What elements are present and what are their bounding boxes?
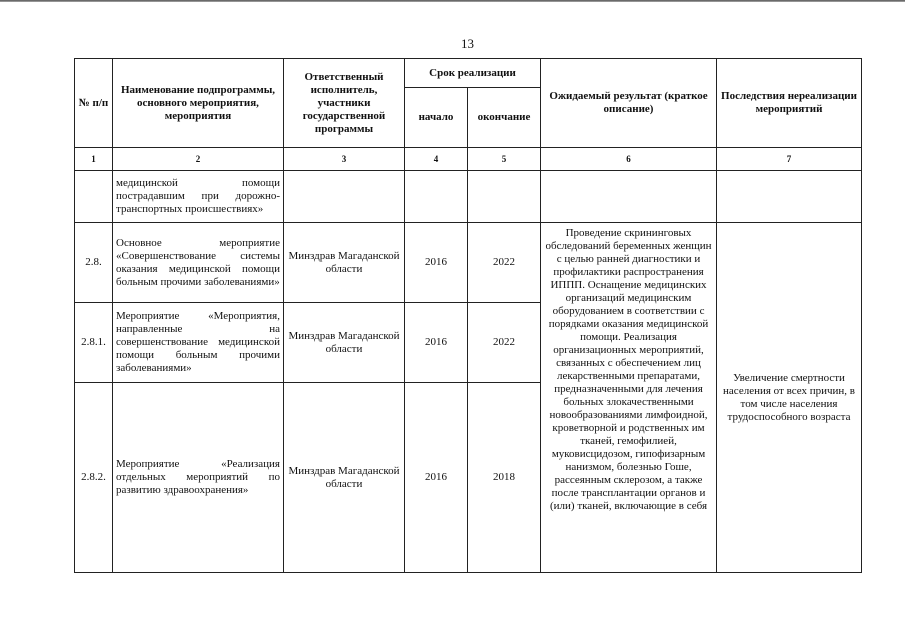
continuation-text: медицинской помощи пострадавшим при дорожно-транспортных происшествиях»: [113, 171, 284, 223]
row-number: 2.8.2.: [75, 383, 113, 573]
header-name: Наименование подпрограммы, основного мероприятия, мероприятия: [113, 59, 284, 148]
row-name: Основное мероприятие «Совершенствование системы оказания медицинской помощи больным прочими заболеваниями»: [113, 223, 284, 303]
col-number-1: 1: [75, 148, 113, 171]
empty-cell: [717, 171, 862, 223]
row-executor: Минздрав Магаданской области: [284, 223, 405, 303]
table-row: [75, 223, 862, 303]
col-number-2: 2: [113, 148, 284, 171]
row-start-year: 2016: [405, 303, 468, 383]
row-number: 2.8.: [75, 223, 113, 303]
col-number-5: 5: [468, 148, 541, 171]
header-executor: Ответственный исполнитель, участники государственной программы: [284, 59, 405, 148]
empty-cell: [541, 171, 717, 223]
row-name: Мероприятие «Реализация отдельных мероприятий по развитию здравоохранения»: [113, 383, 284, 573]
consequences: Увеличение смертности населения от всех причин, в том числе населения трудоспособного возраста: [717, 223, 862, 573]
row-end-year: 2022: [468, 303, 541, 383]
col-number-4: 4: [405, 148, 468, 171]
col-number-7: 7: [717, 148, 862, 171]
row-end-year: 2018: [468, 383, 541, 573]
empty-cell: [405, 171, 468, 223]
scan-edge-line: [0, 0, 905, 2]
header-consequences: Последствия нереализации мероприятий: [717, 59, 862, 148]
empty-cell: [75, 171, 113, 223]
empty-cell: [468, 171, 541, 223]
empty-cell: [284, 171, 405, 223]
row-executor: Минздрав Магаданской области: [284, 383, 405, 573]
row-number: 2.8.1.: [75, 303, 113, 383]
header-period: Срок реализации: [405, 59, 541, 88]
header-end: окончание: [468, 88, 541, 148]
row-end-year: 2022: [468, 223, 541, 303]
header-start: начало: [405, 88, 468, 148]
row-start-year: 2016: [405, 383, 468, 573]
row-name: Мероприятие «Мероприятия, направленные на совершенствование медицинской помощи больным прочими заболеваниями»: [113, 303, 284, 383]
header-number: № п/п: [75, 59, 113, 148]
header-result: Ожидаемый результат (краткое описание): [541, 59, 717, 148]
col-number-3: 3: [284, 148, 405, 171]
page-number: 13: [461, 36, 474, 51]
row-executor: Минздрав Магаданской области: [284, 303, 405, 383]
expected-result: Проведение скрининговых обследований беременных женщин с целью ранней диагностики и профилактики распространения ИППП. Оснащение медицинских организаций медицинским оборудованием в соответствии с порядками оказания медицинской помощи. Реализация организационных мероприятий, связанных с обеспечением лиц лекарственными препаратами, предназначенными для лечения больных злокачественными новообразованиями лимфоидной, кроветворной и родственных им тканей, гемофилией, муковисцидозом, гипофизарным нанизмом, болезнью Гоше, рассеянным склерозом, а также после трансплантации органов и (или) тканей, включающие в себя: [541, 223, 717, 573]
program-table: [74, 58, 862, 573]
row-start-year: 2016: [405, 223, 468, 303]
col-number-6: 6: [541, 148, 717, 171]
table-row-continuation: [75, 171, 862, 223]
